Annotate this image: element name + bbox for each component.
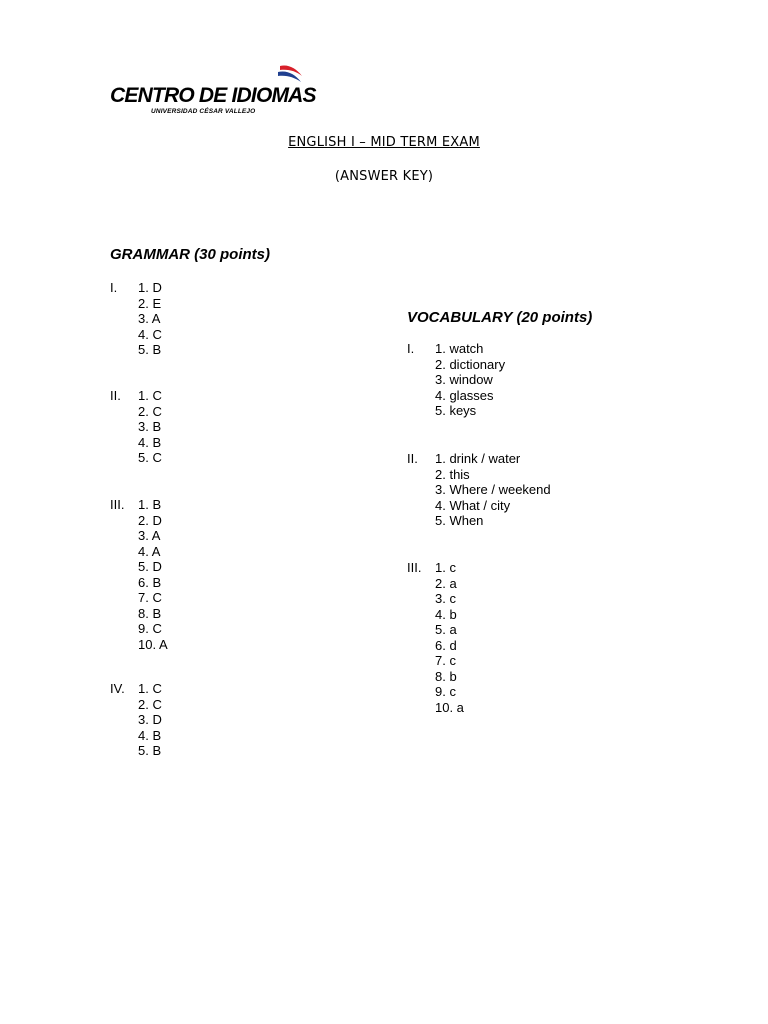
- answer-item: 1. D: [138, 280, 162, 295]
- answer-item: 1. c: [435, 560, 456, 575]
- answer-item: 4. glasses: [435, 387, 494, 403]
- answer-item: 4. b: [435, 606, 457, 622]
- document-title: ENGLISH I – MID TERM EXAM: [288, 135, 480, 150]
- answer-list: [138, 681, 162, 759]
- answer-item: 3. A: [138, 311, 161, 326]
- answer-item: 1. C: [138, 681, 162, 696]
- answer-item: 9. C: [138, 621, 162, 636]
- grammar-heading: GRAMMAR (30 points): [110, 246, 270, 263]
- answer-item: 5. D: [138, 559, 162, 574]
- answer-list: [435, 560, 464, 715]
- answer-item: 2. dictionary: [435, 356, 506, 372]
- answer-item: 4. A: [138, 543, 161, 559]
- answer-list: [138, 388, 162, 466]
- answer-item: 2. D: [138, 512, 162, 528]
- answer-list: [138, 497, 168, 652]
- answer-item: 5. keys: [435, 403, 477, 418]
- answer-item: 2. this: [435, 466, 470, 482]
- answer-item: 3. c: [435, 591, 456, 606]
- group-numeral: III.: [110, 497, 125, 512]
- answer-item: 3. window: [435, 372, 493, 387]
- answer-item: 2. C: [138, 403, 162, 419]
- answer-item: 9. c: [435, 684, 456, 699]
- group-numeral: I.: [407, 341, 415, 356]
- answer-item: 1. drink / water: [435, 451, 521, 466]
- institution-logo: [110, 64, 316, 120]
- answer-item: 5. a: [435, 622, 457, 637]
- vocabulary-heading: VOCABULARY (20 points): [407, 309, 593, 326]
- answer-item: 1. watch: [435, 341, 484, 356]
- answer-list: [435, 451, 551, 529]
- answer-item: 4. B: [138, 727, 162, 743]
- answer-item: 8. b: [435, 668, 457, 684]
- answer-item: 2. a: [435, 575, 457, 591]
- answer-item: 5. C: [138, 450, 162, 465]
- answer-item: 2. C: [138, 696, 162, 712]
- answer-item: 8. B: [138, 605, 162, 621]
- answer-item: 2. E: [138, 295, 162, 311]
- group-numeral: I.: [110, 280, 118, 295]
- group-numeral: II.: [110, 388, 121, 403]
- group-numeral: II.: [407, 451, 418, 466]
- answer-item: 4. What / city: [435, 497, 511, 513]
- group-numeral: III.: [407, 560, 422, 575]
- answer-item: 7. c: [435, 653, 456, 668]
- answer-list: [138, 280, 162, 358]
- document-subtitle: (ANSWER KEY): [334, 169, 434, 184]
- answer-item: 5. B: [138, 743, 162, 758]
- answer-item: 3. B: [138, 419, 162, 434]
- answer-item: 7. C: [138, 590, 162, 605]
- answer-item: 3. D: [138, 712, 162, 727]
- logo-subtext: UNIVERSIDAD CÉSAR VALLEJO: [151, 108, 256, 115]
- answer-item: 3. Where / weekend: [435, 482, 551, 497]
- answer-item: 3. A: [138, 528, 161, 543]
- logo-text: CENTRO DE IDIOMAS: [110, 84, 316, 107]
- answer-item: 5. B: [138, 342, 162, 357]
- group-numeral: IV.: [110, 681, 125, 696]
- answer-item: 10. A: [138, 636, 168, 652]
- answer-item: 5. When: [435, 513, 484, 528]
- answer-item: 10. a: [435, 699, 464, 715]
- answer-item: 4. B: [138, 434, 162, 450]
- answer-item: 1. C: [138, 388, 162, 403]
- answer-item: 1. B: [138, 497, 162, 512]
- answer-item: 4. C: [138, 326, 162, 342]
- answer-item: 6. B: [138, 574, 162, 590]
- answer-list: [435, 341, 505, 419]
- answer-item: 6. d: [435, 637, 457, 653]
